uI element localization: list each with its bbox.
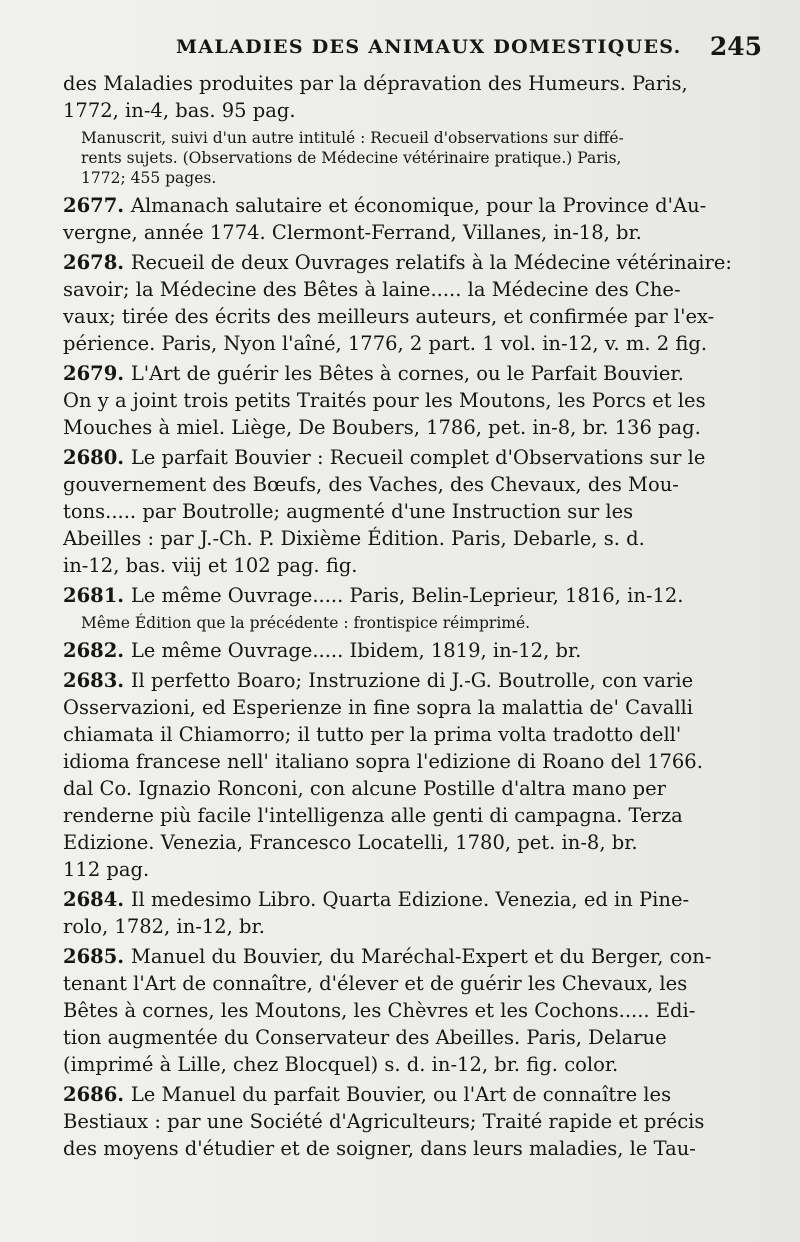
entry-line — [81, 168, 765, 188]
entry-number: 2677. — [63, 194, 131, 217]
entry-text: Le parfait Bouvier : Recueil complet d'Observations sur le — [130, 446, 706, 469]
entry-number: 2682. — [63, 639, 131, 662]
entry-text: rolo, 1782, in-12, br. — [63, 915, 265, 938]
entry-text: 112 pag. — [63, 858, 150, 881]
entry-line — [63, 1108, 765, 1135]
entry-line — [63, 387, 765, 414]
bibliography-entries — [63, 70, 765, 1165]
entry-text: périence. Paris, Nyon l'aîné, 1776, 2 part. 1 vol. in-12, v. m. 2 fig. — [63, 332, 708, 355]
entry-text: des Maladies produites par la dépravation des Humeurs. Paris, — [63, 72, 688, 95]
entry-line — [63, 471, 765, 498]
entry-line — [63, 637, 765, 664]
entry-text: Bestiaux : par une Société d'Agriculteurs; Traité rapide et précis — [63, 1110, 705, 1133]
entry-line — [63, 249, 765, 276]
bibliography-entry — [63, 360, 765, 441]
entry-text: Edizione. Venezia, Francesco Locatelli, 1780, pet. in-8, br. — [63, 831, 638, 854]
entry-line — [63, 192, 765, 219]
entry-line — [63, 303, 765, 330]
entry-line — [63, 829, 765, 856]
entry-line — [63, 330, 765, 357]
entry-line — [63, 1081, 765, 1108]
entry-line — [63, 360, 765, 387]
entry-line — [81, 613, 765, 633]
entry-line — [63, 694, 765, 721]
entry-line — [63, 1051, 765, 1078]
bibliography-entry — [63, 943, 765, 1078]
entry-text: Même Édition que la précédente : frontispice réimprimé. — [81, 614, 531, 632]
entry-text: in-12, bas. viij et 102 pag. fig. — [63, 554, 358, 577]
entry-line — [63, 886, 765, 913]
entry-note — [63, 613, 765, 633]
entry-text: Manuel du Bouvier, du Maréchal-Expert et du Berger, con- — [130, 945, 712, 968]
entry-note — [63, 128, 765, 188]
bibliography-entry — [63, 886, 765, 940]
entry-line — [63, 802, 765, 829]
entry-line — [63, 970, 765, 997]
entry-line — [63, 856, 765, 883]
entry-line — [63, 667, 765, 694]
entry-text: Le même Ouvrage..... Paris, Belin-Leprieur, 1816, in-12. — [130, 584, 684, 607]
entry-line — [63, 943, 765, 970]
entry-text: Manuscrit, suivi d'un autre intitulé : Recueil d'observations sur diffé- — [81, 129, 624, 147]
entry-line — [63, 721, 765, 748]
entry-text: dal Co. Ignazio Ronconi, con alcune Postille d'altra mano per — [63, 777, 666, 800]
entry-text: tion augmentée du Conservateur des Abeilles. Paris, Delarue — [63, 1026, 667, 1049]
entry-text: Bêtes à cornes, les Moutons, les Chèvres et les Cochons..... Edi- — [63, 999, 696, 1022]
entry-number: 2683. — [63, 669, 131, 692]
entry-text: L'Art de guérir les Bêtes à cornes, ou le Parfait Bouvier. — [130, 362, 684, 385]
entry-line — [63, 775, 765, 802]
page-number: 245 — [709, 32, 762, 61]
entry-text: (imprimé à Lille, chez Blocquel) s. d. in-12, br. fig. color. — [63, 1053, 619, 1076]
entry-number: 2678. — [63, 251, 131, 274]
entry-text: vaux; tirée des écrits des meilleurs auteurs, et confirmée par l'ex- — [63, 305, 715, 328]
entry-line — [63, 1024, 765, 1051]
running-head-title: MALADIES DES ANIMAUX DOMESTIQUES. — [176, 36, 682, 58]
entry-line — [63, 276, 765, 303]
entry-text: Recueil de deux Ouvrages relatifs à la Médecine vétérinaire: — [130, 251, 732, 274]
entry-text: des moyens d'étudier et de soigner, dans leurs maladies, le Tau- — [63, 1137, 696, 1160]
running-head — [60, 32, 766, 66]
bibliography-entry — [63, 249, 765, 357]
entry-text: 1772; 455 pages. — [81, 169, 217, 187]
entry-text: renderne più facile l'intelligenza alle genti di campagna. Terza — [63, 804, 683, 827]
entry-number: 2680. — [63, 446, 131, 469]
entry-text: 1772, in-4, bas. 95 pag. — [63, 99, 296, 122]
bibliography-entry — [63, 444, 765, 579]
entry-line — [63, 913, 765, 940]
entry-text: tenant l'Art de connaître, d'élever et de guérir les Chevaux, les — [63, 972, 688, 995]
entry-text: chiamata il Chiamorro; il tutto per la prima volta tradotto dell' — [63, 723, 682, 746]
entry-text: rents sujets. (Observations de Médecine vétérinaire pratique.) Paris, — [81, 149, 622, 167]
entry-text: Almanach salutaire et économique, pour la Province d'Au- — [130, 194, 707, 217]
entry-text: Le même Ouvrage..... Ibidem, 1819, in-12, br. — [130, 639, 582, 662]
entry-text: Mouches à miel. Liège, De Boubers, 1786, pet. in-8, br. 136 pag. — [63, 416, 701, 439]
entry-line — [63, 1135, 765, 1162]
entry-text: gouvernement des Bœufs, des Vaches, des Chevaux, des Mou- — [63, 473, 679, 496]
entry-text: Il medesimo Libro. Quarta Edizione. Venezia, ed in Pine- — [130, 888, 690, 911]
bibliography-entry — [63, 1081, 765, 1162]
bibliography-entry — [63, 582, 765, 609]
bibliography-entry — [63, 192, 765, 246]
entry-text: Osservazioni, ed Esperienze in fine sopra la malattia de' Cavalli — [63, 696, 694, 719]
entry-line — [63, 997, 765, 1024]
entry-line — [63, 582, 765, 609]
entry-text: On y a joint trois petits Traités pour les Moutons, les Porcs et les — [63, 389, 706, 412]
entry-text: Il perfetto Boaro; Instruzione di J.-G. Boutrolle, con varie — [130, 669, 694, 692]
bibliography-entry — [63, 667, 765, 883]
entry-number: 2684. — [63, 888, 131, 911]
entry-line — [63, 219, 765, 246]
entry-line — [63, 414, 765, 441]
entry-line — [63, 525, 765, 552]
entry-line — [81, 148, 765, 168]
bibliography-entry — [63, 637, 765, 664]
entry-line — [63, 444, 765, 471]
entry-line — [63, 70, 765, 97]
entry-line — [81, 128, 765, 148]
entry-continuation — [63, 70, 765, 124]
entry-text: vergne, année 1774. Clermont-Ferrand, Villanes, in-18, br. — [63, 221, 642, 244]
entry-number: 2679. — [63, 362, 131, 385]
entry-number: 2686. — [63, 1083, 131, 1106]
entry-text: tons..... par Boutrolle; augmenté d'une Instruction sur les — [63, 500, 634, 523]
entry-line — [63, 498, 765, 525]
entry-line — [63, 748, 765, 775]
entry-line — [63, 97, 765, 124]
entry-number: 2685. — [63, 945, 131, 968]
entry-text: Abeilles : par J.-Ch. P. Dixième Édition. Paris, Debarle, s. d. — [63, 527, 645, 550]
entry-text: Le Manuel du parfait Bouvier, ou l'Art de connaître les — [130, 1083, 672, 1106]
entry-number: 2681. — [63, 584, 131, 607]
entry-text: idioma francese nell' italiano sopra l'edizione di Roano del 1766. — [63, 750, 703, 773]
entry-text: savoir; la Médecine des Bêtes à laine..... la Médecine des Che- — [63, 278, 681, 301]
entry-line — [63, 552, 765, 579]
